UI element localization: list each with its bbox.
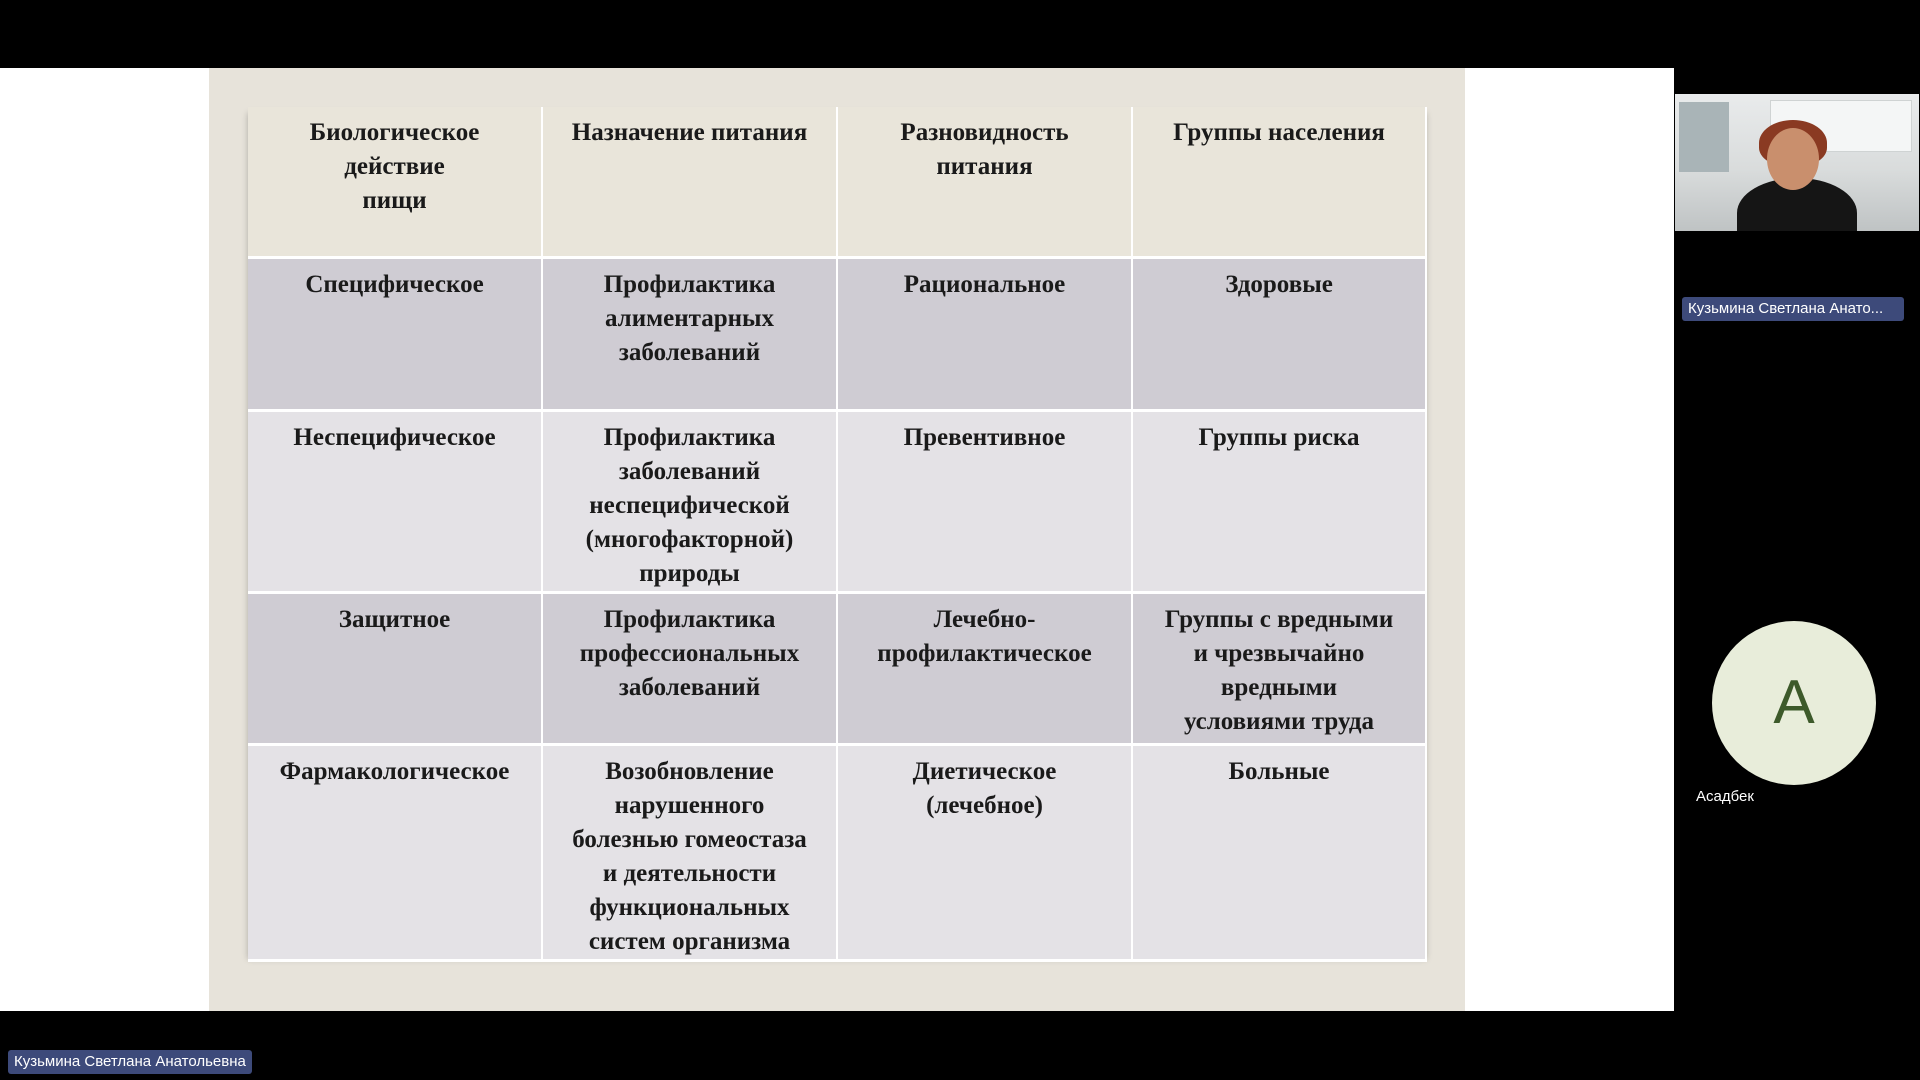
table-cell: Здоровые (1132, 258, 1426, 411)
table-cell: Неспецифическое (248, 411, 542, 593)
table-cell: Возобновление нарушенного болезнью гомеостаза и деятельности функциональных систем организма (542, 745, 837, 961)
table-cell: Группы риска (1132, 411, 1426, 593)
table-cell: Профилактика заболеваний неспецифической (многофакторной) природы (542, 411, 837, 593)
screen-share-presenter-badge: Кузьмина Светлана Анатольевна (8, 1050, 252, 1074)
table-row (248, 745, 1426, 961)
table-cell: Специфическое (248, 258, 542, 411)
presenter-face (1767, 128, 1819, 190)
participant-avatar[interactable]: А (1712, 621, 1876, 785)
table-header-cell: Группы населения (1132, 107, 1426, 258)
presenter-name-badge: Кузьмина Светлана Анато... (1682, 297, 1904, 321)
table-row (248, 411, 1426, 593)
table-cell: Больные (1132, 745, 1426, 961)
table-cell: Профилактика профессиональных заболеваний (542, 593, 837, 745)
presentation-slide (209, 68, 1465, 1011)
screen-share-area (0, 68, 1674, 1011)
nutrition-table (248, 107, 1427, 962)
table-cell: Защитное (248, 593, 542, 745)
table-cell: Диетическое (лечебное) (837, 745, 1132, 961)
table-header-cell: Разновидность питания (837, 107, 1132, 258)
table-row (248, 593, 1426, 745)
table-cell: Лечебно- профилактическое (837, 593, 1132, 745)
presenter-video-tile[interactable] (1675, 94, 1919, 231)
background-window (1679, 102, 1729, 172)
table-cell: Фармакологическое (248, 745, 542, 961)
table-cell: Превентивное (837, 411, 1132, 593)
table-cell: Рациональное (837, 258, 1132, 411)
table-header-row (248, 107, 1426, 258)
slide-table-container (248, 107, 1426, 953)
participant-name: Асадбек (1696, 788, 1754, 805)
table-row (248, 258, 1426, 411)
table-header-cell: Биологическое действие пищи (248, 107, 542, 258)
table-cell: Группы с вредными и чрезвычайно вредными условиями труда (1132, 593, 1426, 745)
table-cell: Профилактика алиментарных заболеваний (542, 258, 837, 411)
table-header-cell: Назначение питания (542, 107, 837, 258)
